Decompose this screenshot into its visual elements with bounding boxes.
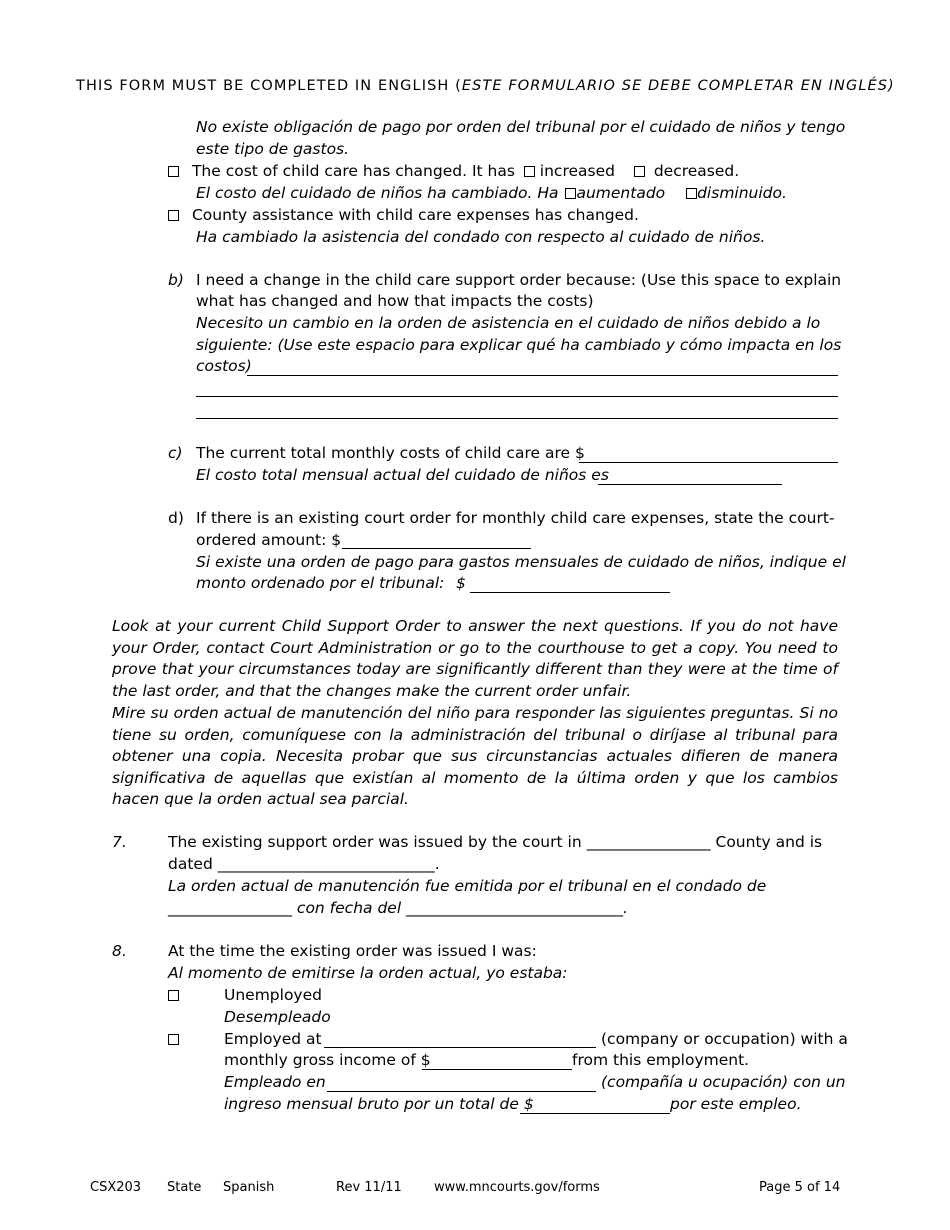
header-spanish: ESTE FORMULARIO SE DEBE COMPLETAR EN INGLÉS) [461, 78, 895, 94]
item-b-letter: b) [168, 271, 184, 289]
item-b-answer-line-1[interactable] [247, 375, 838, 376]
item-d-amount-line[interactable] [342, 548, 531, 549]
no-obligation-es-1: No existe obligación de pago por orden del tribunal por el cuidado de niños y tengo [196, 118, 846, 136]
decreased-es-label: disminuido. [697, 184, 787, 202]
employed-checkbox-wrap [168, 1029, 179, 1050]
decreased-label: decreased. [653, 162, 740, 180]
county-assist-row [168, 205, 639, 226]
company-label: (company or occupation) with a [601, 1030, 848, 1048]
increased-checkbox[interactable] [524, 166, 535, 177]
footer-url[interactable]: www.mncourts.gov/forms [434, 1180, 600, 1195]
item-b-answer-line-3[interactable] [196, 418, 838, 419]
item-d-letter: d) [168, 509, 184, 527]
item-d-es1: Si existe una orden de pago para gastos mensuales de cuidado de niños, indique el [196, 553, 846, 571]
employer-line[interactable] [324, 1047, 596, 1048]
q8-number: 8. [112, 942, 127, 960]
item-b-line2: what has changed and how that impacts the costs) [196, 292, 594, 310]
per-employment-es-label: por este empleo. [670, 1095, 802, 1113]
item-b-es3: costos) [196, 357, 252, 375]
form-header [76, 76, 895, 97]
decreased-checkbox[interactable] [634, 166, 645, 177]
item-c-letter: c) [168, 444, 183, 462]
footer-form-id: CSX203 [90, 1180, 142, 1195]
employed-checkbox[interactable] [168, 1034, 179, 1045]
q7-line2: dated ____________________________. [168, 855, 440, 873]
q7-line1: The existing support order was issued by the court in ________________ County and is [168, 833, 823, 851]
increased-label: increased [539, 162, 615, 180]
footer-rev: Rev 11/11 [336, 1180, 402, 1195]
cost-changed-checkbox[interactable] [168, 166, 179, 177]
unemployed-checkbox[interactable] [168, 990, 179, 1001]
income-es-label: ingreso mensual bruto por un total de $ [224, 1095, 534, 1113]
item-c-es1: El costo total mensual actual del cuidado de niños es [196, 466, 609, 484]
cost-changed-row [168, 161, 739, 182]
from-employment-label: from this employment. [572, 1051, 750, 1069]
q8-es1: Al momento de emitirse la orden actual, yo estaba: [168, 964, 568, 982]
item-b-es1: Necesito un cambio en la orden de asistencia en el cuidado de niños debido a lo [196, 314, 821, 332]
decreased-es-checkbox[interactable] [686, 188, 697, 199]
item-b-line1: I need a change in the child care support order because: (Use this space to explain [196, 271, 842, 289]
item-b-es2: siguiente: (Use este espacio para explicar qué ha cambiado y cómo impacta en los [196, 336, 842, 354]
q7-es1: La orden actual de manutención fue emitida por el tribunal en el condado de [168, 877, 767, 895]
item-d-es-amount-line[interactable] [470, 592, 670, 593]
employer-es-line[interactable] [327, 1091, 596, 1092]
unemployed-es-label: Desempleado [224, 1008, 331, 1026]
q7-es2: ________________ con fecha del ____________________________. [168, 899, 628, 917]
footer-state: State [167, 1180, 202, 1195]
increased-es-checkbox[interactable] [565, 188, 576, 199]
increased-es-label: aumentado [576, 184, 666, 202]
item-c-amount-line[interactable] [579, 462, 838, 463]
q8-line1: At the time the existing order was issued I was: [168, 942, 537, 960]
cost-changed-es-label: El costo del cuidado de niños ha cambiado. Ha [196, 184, 559, 202]
header-english: THIS FORM MUST BE COMPLETED IN ENGLISH ( [76, 78, 462, 94]
monthly-gross-label: monthly gross income of $ [224, 1051, 431, 1069]
county-assist-checkbox[interactable] [168, 210, 179, 221]
item-d-es2: monto ordenado por el tribunal: [196, 574, 445, 592]
unemployed-label: Unemployed [224, 986, 322, 1004]
item-c-es-amount-line[interactable] [598, 484, 782, 485]
cost-changed-label: The cost of child care has changed. It has [191, 162, 515, 180]
monthly-gross-line[interactable] [422, 1069, 572, 1070]
no-obligation-es-2: este tipo de gastos. [196, 140, 350, 158]
county-assist-label: County assistance with child care expenses has changed. [191, 206, 639, 224]
item-c-line1: The current total monthly costs of child care are $ [196, 444, 585, 462]
item-d-es-dollar: $ [456, 574, 466, 592]
cost-changed-es-row [196, 183, 787, 204]
instructions-en: Look at your current Child Support Order to answer the next questions. If you do not have your Order, contact Court Administration or go to the courthouse to get a copy. You need to prove that your circumstances today are significantly different than they were at the time of the last order, and that the changes make the current order unfair. [112, 617, 838, 700]
employed-at-label: Employed at [224, 1030, 322, 1048]
instructions-es: Mire su orden actual de manutención del niño para responder las siguientes preguntas. Si no tiene su orden, comuníquese con la administración del tribunal o diríjase al tribunal para obtener una copia. Necesita probar que sus circunstancias actuales difieren de manera significativa de aquellas que existían al momento de la última orden y que los cambios hacen que la orden actual sea parcial. [112, 704, 838, 808]
footer-page: Page 5 of 14 [759, 1180, 841, 1195]
county-assist-es: Ha cambiado la asistencia del condado con respecto al cuidado de niños. [196, 228, 766, 246]
footer-language: Spanish [223, 1180, 275, 1195]
q7-number: 7. [112, 833, 127, 851]
company-es-label: (compañía u ocupación) con un [601, 1073, 846, 1091]
item-d-line1: If there is an existing court order for monthly child care expenses, state the court- [196, 509, 835, 527]
employed-es-label: Empleado en [224, 1073, 326, 1091]
item-d-line2: ordered amount: $ [196, 531, 342, 549]
item-b-answer-line-2[interactable] [196, 396, 838, 397]
unemployed-checkbox-wrap [168, 985, 179, 1006]
income-es-line[interactable] [520, 1113, 670, 1114]
